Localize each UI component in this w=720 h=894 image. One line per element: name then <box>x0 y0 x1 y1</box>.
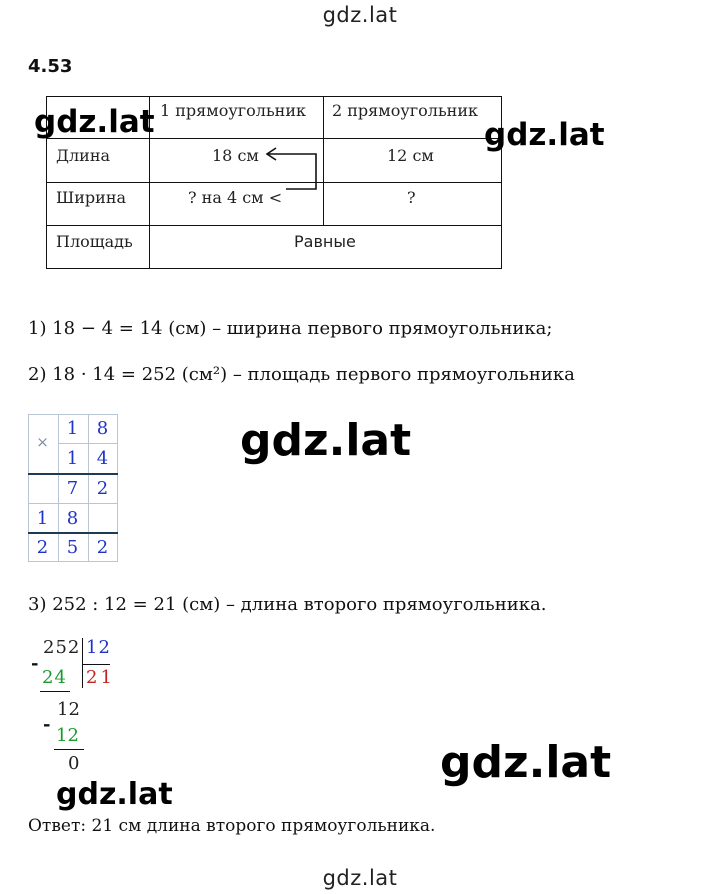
table-border-bottom <box>46 268 502 269</box>
row-label-length: Длина <box>56 146 111 165</box>
rect2-length: 12 см <box>387 146 434 165</box>
table-row-line <box>46 225 502 226</box>
step-2: 2) 18 · 14 = 252 (см²) – площадь первого прямоугольника <box>28 364 575 385</box>
relation-arrow <box>246 144 326 204</box>
multiply-sign: × <box>36 433 49 451</box>
grid-digit: 2 <box>96 537 109 558</box>
answer: Ответ: 21 см длина второго прямоугольника. <box>28 816 436 836</box>
divisor: 12 <box>86 637 111 658</box>
subtrahend-2: 12 <box>56 725 79 746</box>
multiplication-grid <box>28 414 118 562</box>
remainder-2: 0 <box>68 753 80 774</box>
site-footer[interactable]: gdz.lat <box>322 866 398 890</box>
minus-sign: - <box>43 714 51 735</box>
subtrahend-1: 24 <box>42 667 67 688</box>
division-bracket-line <box>82 664 110 665</box>
grid-digit: 8 <box>96 418 109 439</box>
grid-digit: 2 <box>36 537 49 558</box>
table-border-top <box>46 96 502 97</box>
row-label-width: Ширина <box>56 188 127 207</box>
quotient: 21 <box>86 667 115 688</box>
remainder-1: 12 <box>57 699 80 720</box>
division-underline <box>54 749 84 750</box>
watermark: gdz.lat <box>240 415 412 466</box>
row-label-area: Площадь <box>56 232 133 251</box>
watermark: gdz.lat <box>440 737 612 788</box>
grid-digit: 1 <box>66 418 79 439</box>
watermark: gdz.lat <box>484 117 605 153</box>
grid-digit: 4 <box>96 448 109 469</box>
division-vertical-line <box>82 638 83 688</box>
grid-digit: 5 <box>66 537 79 558</box>
problem-number: 4.53 <box>28 56 73 77</box>
table-header-rect2: 2 прямоугольник <box>332 101 478 120</box>
step-3: 3) 252 : 12 = 21 (см) – длина второго прямоугольника. <box>28 594 547 615</box>
rect1-width: ? на 4 см < <box>188 188 283 207</box>
grid-digit: 8 <box>66 508 79 529</box>
site-header[interactable]: gdz.lat <box>322 3 398 27</box>
table-header-rect1: 1 прямоугольник <box>160 101 306 120</box>
grid-digit: 7 <box>66 478 79 499</box>
grid-digit: 1 <box>66 448 79 469</box>
minus-sign: - <box>31 653 39 674</box>
watermark: gdz.lat <box>56 777 173 812</box>
division-underline <box>40 691 70 692</box>
dividend: 252 <box>43 637 81 658</box>
rect2-width: ? <box>407 188 416 207</box>
area-equal: Равные <box>294 232 356 251</box>
watermark: gdz.lat <box>34 104 155 140</box>
grid-digit: 1 <box>36 508 49 529</box>
step-1: 1) 18 − 4 = 14 (см) – ширина первого прямоугольника; <box>28 318 553 339</box>
grid-digit: 2 <box>96 478 109 499</box>
grid-line <box>117 414 118 562</box>
rect1-length: 18 см <box>212 146 259 165</box>
